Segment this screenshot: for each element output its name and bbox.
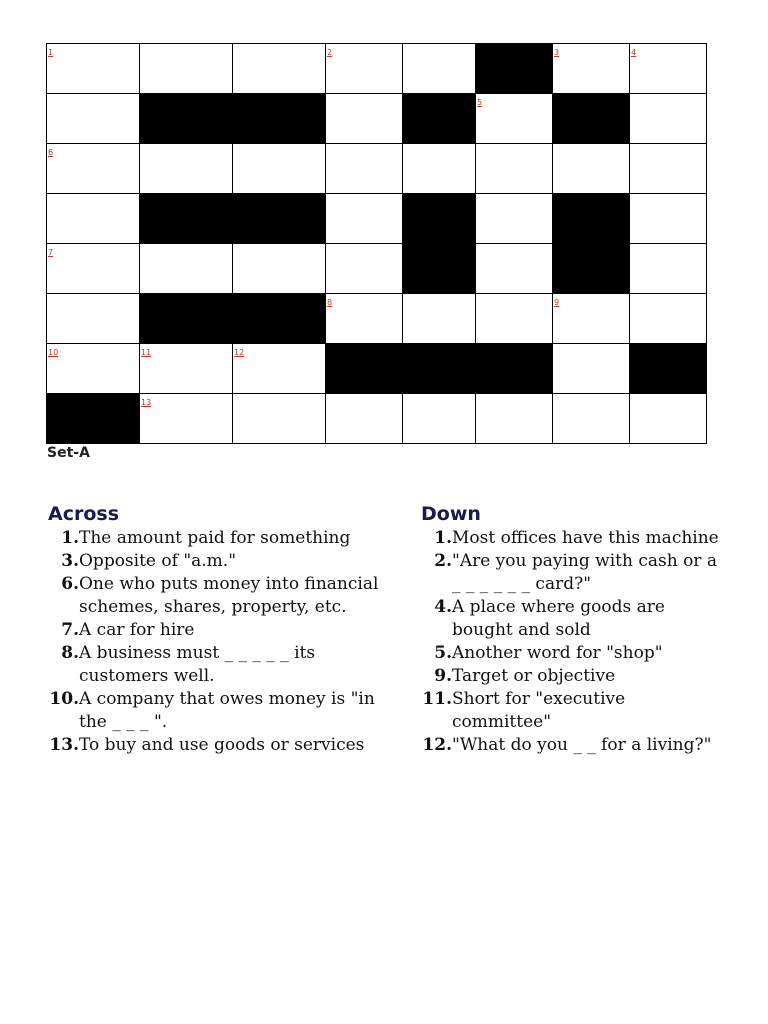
grid-row [47,94,707,144]
black-square [476,344,553,394]
grid-row [47,194,707,244]
down-clue-list [421,527,721,757]
down-heading: Down [421,503,481,525]
cell-number: 11 [141,348,152,357]
grid-cell[interactable] [403,394,476,444]
grid-cell[interactable] [47,344,140,394]
clue-text: "What do you _ _ for a living?" [452,735,712,755]
clue-number: 2. [434,551,452,571]
black-square [476,44,553,94]
black-square [403,344,476,394]
cell-number: 8 [327,298,333,307]
black-square [553,94,630,144]
cell-number: 12 [234,348,245,357]
across-clue [48,688,398,734]
cell-number: 3 [554,48,560,57]
grid-cell[interactable] [233,344,326,394]
grid-row [47,344,707,394]
clue-text: A business must _ _ _ _ _ its customers well. [79,643,316,686]
grid-cell[interactable] [630,294,707,344]
cell-number: 6 [48,148,54,157]
clue-number: 7. [61,620,79,640]
clue-text: A company that owes money is "in the _ _ _ ". [79,689,375,732]
grid-cell[interactable] [553,144,630,194]
clue-number: 11. [422,689,452,709]
grid-cell[interactable] [476,394,553,444]
grid-cell[interactable] [326,194,403,244]
black-square [140,194,233,244]
grid-row [47,394,707,444]
black-square [630,344,707,394]
black-square [553,244,630,294]
cell-number: 9 [554,298,560,307]
grid-row [47,144,707,194]
across-clue [48,527,398,550]
grid-cell[interactable] [326,244,403,294]
grid-cell[interactable] [233,244,326,294]
grid-cell[interactable] [476,94,553,144]
clue-number: 1. [61,528,79,548]
down-clues [421,501,721,757]
clue-text: "Are you paying with cash or a _ _ _ _ _ _ card?" [452,551,717,594]
grid-cell[interactable] [47,294,140,344]
black-square [140,94,233,144]
black-square [326,344,403,394]
cell-number: 4 [631,48,637,57]
grid-cell[interactable] [326,44,403,94]
across-clue [48,734,398,757]
black-square [233,94,326,144]
clue-number: 9. [434,666,452,686]
cell-number: 10 [48,348,59,357]
across-clue [48,619,398,642]
clue-text: Opposite of "a.m." [79,551,237,571]
down-clue [421,550,721,596]
black-square [403,194,476,244]
clue-text: A car for hire [79,620,195,640]
clue-text: One who puts money into financial schemes, shares, property, etc. [79,574,379,617]
across-clue [48,573,398,619]
set-label: Set-A [47,445,90,461]
grid-cell[interactable] [326,394,403,444]
clue-text: Short for "executive committee" [452,689,626,732]
clue-number: 3. [61,551,79,571]
grid-cell[interactable] [630,144,707,194]
grid-cell[interactable] [553,44,630,94]
grid-cell[interactable] [233,144,326,194]
grid-cell[interactable] [630,44,707,94]
grid-cell[interactable] [140,394,233,444]
clue-number: 13. [49,735,79,755]
black-square [403,94,476,144]
grid-cell[interactable] [630,194,707,244]
grid-cell[interactable] [403,44,476,94]
grid-cell[interactable] [47,194,140,244]
clue-text: Most offices have this machine [452,528,719,548]
clue-text: To buy and use goods or services [79,735,365,755]
clue-number: 4. [434,597,452,617]
grid-cell[interactable] [553,344,630,394]
across-clues [48,501,398,757]
grid-cell[interactable] [553,294,630,344]
grid-cell[interactable] [630,244,707,294]
down-clue [421,688,721,734]
grid-cell[interactable] [326,294,403,344]
grid-cell[interactable] [476,194,553,244]
black-square [140,294,233,344]
grid-cell[interactable] [403,294,476,344]
grid-cell[interactable] [47,244,140,294]
black-square [233,294,326,344]
down-clue [421,527,721,550]
grid-cell[interactable] [476,144,553,194]
clue-text: Another word for "shop" [452,643,663,663]
grid-cell[interactable] [47,144,140,194]
across-clue [48,550,398,573]
grid-cell[interactable] [47,44,140,94]
black-square [403,244,476,294]
down-clue [421,665,721,688]
grid-row [47,44,707,94]
black-square [233,194,326,244]
grid-cell[interactable] [630,94,707,144]
grid-row [47,294,707,344]
crossword-grid [46,43,707,444]
down-clue [421,642,721,665]
grid-cell[interactable] [326,144,403,194]
across-heading: Across [48,503,120,525]
grid-row [47,244,707,294]
clue-number: 1. [434,528,452,548]
cell-number: 1 [48,48,54,57]
grid-cell[interactable] [47,94,140,144]
grid-cell[interactable] [403,144,476,194]
clue-number: 5. [434,643,452,663]
grid-cell[interactable] [476,294,553,344]
grid-cell[interactable] [476,244,553,294]
cell-number: 13 [141,398,152,407]
across-clue-list [48,527,398,757]
clue-number: 12. [422,735,452,755]
clue-number: 10. [49,689,79,709]
down-clue [421,734,721,757]
grid-cell[interactable] [233,394,326,444]
cell-number: 2 [327,48,333,57]
grid-cell[interactable] [140,44,233,94]
clue-text: A place where goods are bought and sold [452,597,665,640]
grid-cell[interactable] [553,394,630,444]
black-square [553,194,630,244]
black-square [47,394,140,444]
grid-cell[interactable] [630,394,707,444]
across-clue [48,642,398,688]
grid-cell[interactable] [140,244,233,294]
clue-text: Target or objective [452,666,616,686]
grid-cell[interactable] [140,144,233,194]
clue-number: 6. [61,574,79,594]
clue-number: 8. [61,643,79,663]
cell-number: 7 [48,248,54,257]
down-clue [421,596,721,642]
clue-text: The amount paid for something [79,528,351,548]
grid-cell[interactable] [233,44,326,94]
cell-number: 5 [477,98,483,107]
grid-cell[interactable] [140,344,233,394]
grid-cell[interactable] [326,94,403,144]
